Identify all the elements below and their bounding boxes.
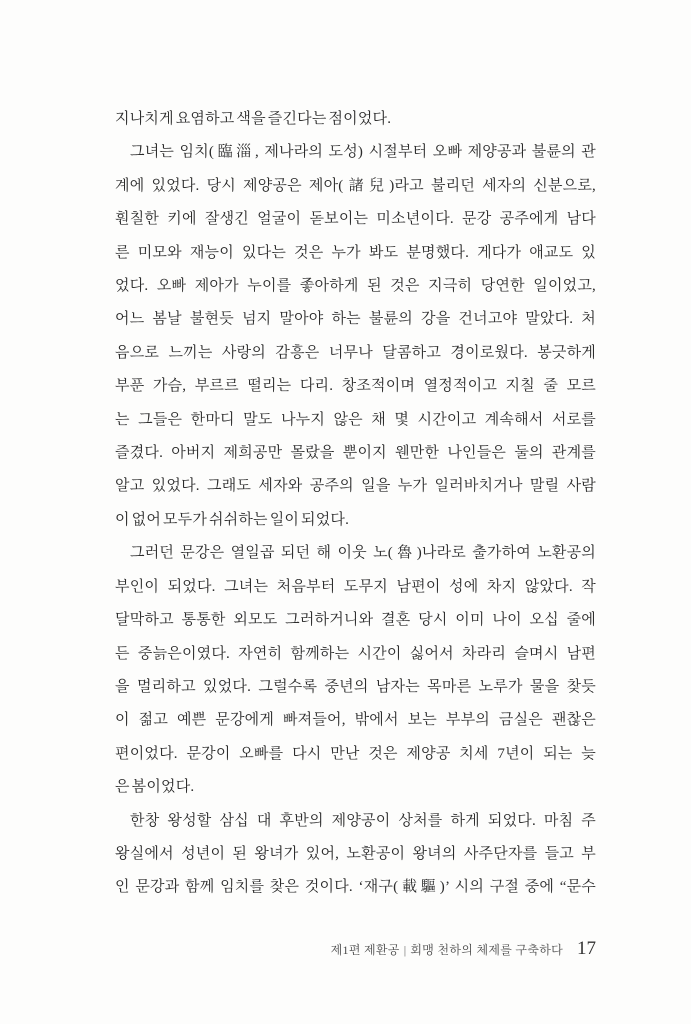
text-line: 어느 봄날 불현듯 넘지 말아야 하는 불륜의 강을 건너고야 말았다. 처 (115, 311, 596, 328)
text-line: 는 그들은 한마디 말도 나누지 않은 채 몇 시간이고 계속해서 서로를 (115, 411, 596, 428)
text-line: 은 봄이었다. (115, 779, 195, 796)
page-footer (331, 938, 596, 960)
footer-separator: | (403, 943, 407, 957)
text-line: 인 문강과 함께 임치를 찾은 것이다. ‘재구(載驅)’ 시의 구절 중에 “문수 (115, 879, 596, 896)
text-line: 었다. 오빠 제아가 누이를 좋아하게 된 것은 지극히 당연한 일이었고, (115, 278, 596, 295)
text-line: 이 없어 모두가 쉬쉬하는 일이 되었다. (115, 511, 350, 528)
text-line: 달막하고 통통한 외모도 그러하거니와 결혼 당시 이미 나이 오십 줄에 (115, 612, 596, 629)
footer-chapter: 제1편 제환공 (330, 943, 400, 957)
text-line: 한창 왕성할 삼십 대 후반의 제양공이 상처를 하게 되었다. 마침 주 (130, 812, 596, 829)
text-line: 그러던 문강은 열일곱 되던 해 이웃 노(魯)나라로 출가하여 노환공의 (130, 545, 596, 562)
text-line: 알고 있었다. 그래도 세자와 공주의 일을 누가 일러바치거나 말릴 사람 (115, 478, 596, 495)
text-line: 음으로 느끼는 사랑의 감흥은 너무나 달콤하고 경이로웠다. 봉긋하게 (115, 344, 596, 361)
text-line: 훤칠한 키에 잘생긴 얼굴이 돋보이는 미소년이다. 문강 공주에게 남다 (115, 211, 596, 228)
text-line: 그녀는 임치(臨淄, 제나라의 도성) 시절부터 오빠 제양공과 불륜의 관 (130, 144, 596, 161)
text-line: 즐겼다. 아버지 제희공만 몰랐을 뿐이지 웬만한 나인들은 둘의 관계를 (115, 445, 596, 462)
text-line: 왕실에서 성년이 된 왕녀가 있어, 노환공이 왕녀의 사주단자를 들고 부 (115, 845, 596, 862)
page-number: 17 (577, 938, 596, 959)
running-title (331, 941, 563, 958)
text-line: 을 멀리하고 있었다. 그럴수록 중년의 남자는 목마른 노루가 물을 찾듯 (115, 678, 596, 695)
text-line: 부푼 가슴, 부르르 떨리는 다리. 창조적이며 열정적이고 지칠 줄 모르 (115, 378, 596, 395)
text-line: 든 중늙은이였다. 자연히 함께하는 시간이 싫어서 차라리 슬며시 남편 (115, 645, 596, 662)
text-line: 편이었다. 문강이 오빠를 다시 만난 것은 제양공 치세 7년이 되는 늦 (115, 745, 596, 762)
text-line: 른 미모와 재능이 있다는 것은 누가 봐도 분명했다. 게다가 애교도 있 (115, 244, 596, 261)
text-line: 부인이 되었다. 그녀는 처음부터 도무지 남편이 성에 차지 않았다. 작 (115, 578, 596, 595)
footer-section-title: 회맹 천하의 체제를 구축하다 (410, 943, 563, 957)
text-line: 이 젊고 예쁜 문강에게 빠져들어, 밖에서 보는 부부의 금실은 괜찮은 (115, 712, 596, 729)
text-line: 지나치게 요염하고 색을 즐긴다는 점이었다. (115, 111, 392, 127)
body-text (115, 103, 596, 905)
text-line: 계에 있었다. 당시 제양공은 제아(諸兒)라고 불리던 세자의 신분으로, (115, 177, 596, 194)
